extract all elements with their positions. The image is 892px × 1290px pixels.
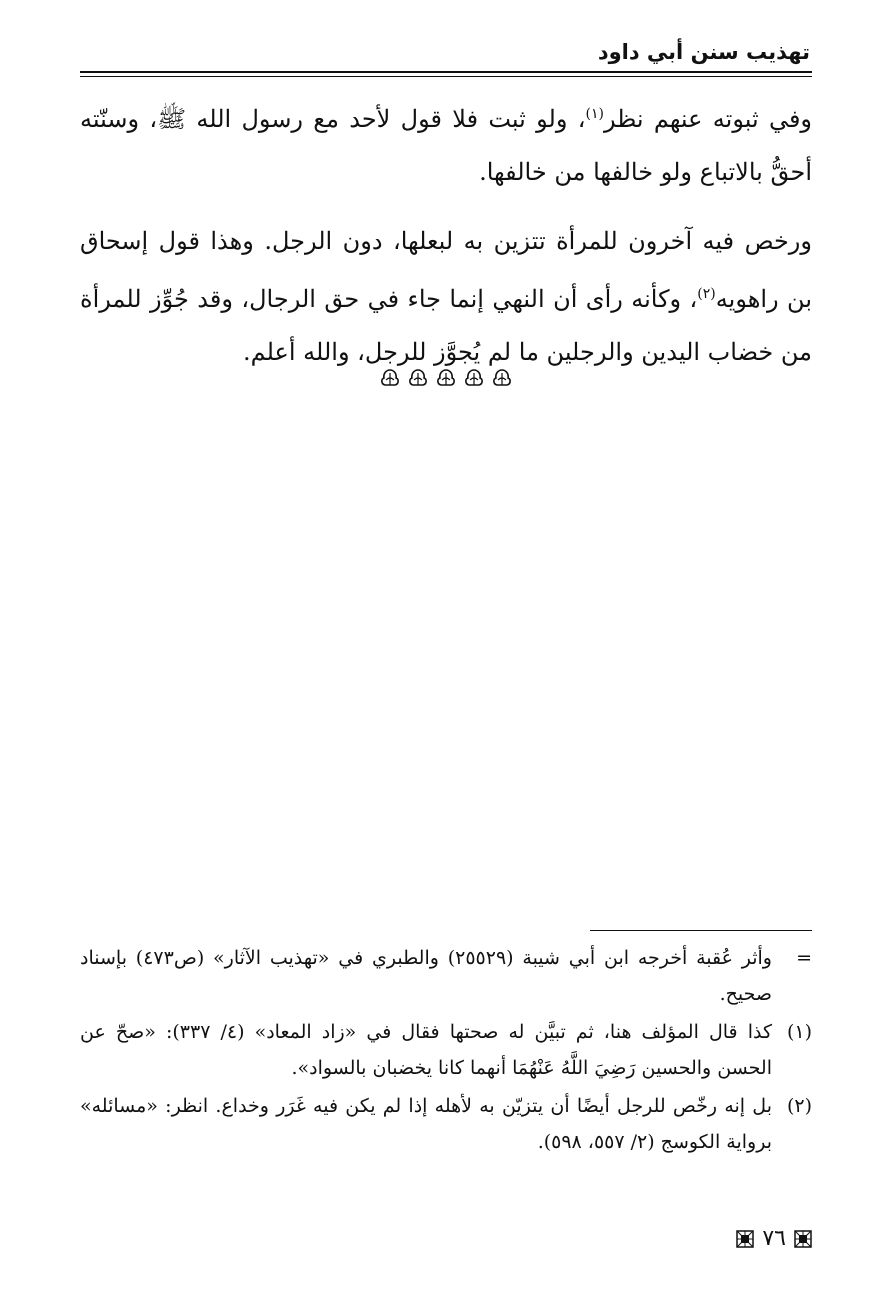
flower-ornament-icon [379, 368, 401, 388]
page-number-block [736, 1226, 812, 1251]
paragraph-2-text-a: ورخص فيه آخرون للمرأة تتزين به لبعلها، دون الرجل. وهذا قول إسحاق بن راهويه [80, 227, 812, 313]
paragraph-1 [80, 88, 812, 199]
paragraph-1-text-b: ، ولو ثبت فلا قول لأحد مع رسول الله ﷺ، وسنّته أحقُّ بالاتباع ولو خالفها من خالفها. [80, 105, 812, 186]
footnote-text: بل إنه رخّص للرجل أيضًا أن يتزيّن به لأهله إذا لم يكن فيه غَرَر وخداع. انظر: «مسائله» برواية الكوسج (٢/ ٥٥٧، ٥٩٨). [80, 1095, 772, 1153]
footnote-ref-1[interactable]: (١) [585, 106, 604, 122]
flower-ornament-icon [491, 368, 513, 388]
footnotes [80, 940, 812, 1162]
flower-ornament-icon [407, 368, 429, 388]
ornament-square-icon [736, 1230, 754, 1248]
footnote-marker: = [796, 947, 812, 969]
page-number: ٧٦ [762, 1226, 786, 1251]
main-text [80, 88, 812, 395]
footnote-marker: (٢) [786, 1095, 812, 1117]
running-head: تهذيب سنن أبي داود [597, 40, 810, 64]
footnote-text: وأثر عُقبة أخرجه ابن أبي شيبة (٢٥٥٢٩) والطبري في «تهذيب الآثار» (ص٤٧٣) بإسناد صحيح. [80, 947, 772, 1005]
paragraph-1-text-a: وفي ثبوته عنهم نظر [603, 105, 813, 133]
footnote-ref-2[interactable]: (٢) [697, 286, 716, 302]
flower-ornament-icon [435, 368, 457, 388]
footnote-separator [590, 930, 812, 931]
paragraph-2-text-b: ، وكأنه رأى أن النهي إنما جاء في حق الرجال، وقد جُوِّز للمرأة من خضاب اليدين والرجلين ما لم يُجوَّز للرجل، والله أعلم. [80, 285, 812, 366]
footnote-text: كذا قال المؤلف هنا، ثم تبيَّن له صحتها فقال في «زاد المعاد» (٤/ ٣٣٧): «صحّ عن الحسن والحسين رَضِيَ اللَّهُ عَنْهُمَا أنهما كانا يخضبان بالسواد». [80, 1021, 772, 1079]
section-divider-ornament [0, 368, 892, 392]
footnote-marker: (١) [786, 1021, 812, 1043]
footnote-1 [80, 1014, 812, 1086]
paragraph-2 [80, 215, 812, 379]
flower-ornament-icon [463, 368, 485, 388]
ornament-square-icon [794, 1230, 812, 1248]
footnote-continuation [80, 940, 812, 1012]
footnote-2 [80, 1088, 812, 1160]
header-rule [80, 71, 812, 77]
